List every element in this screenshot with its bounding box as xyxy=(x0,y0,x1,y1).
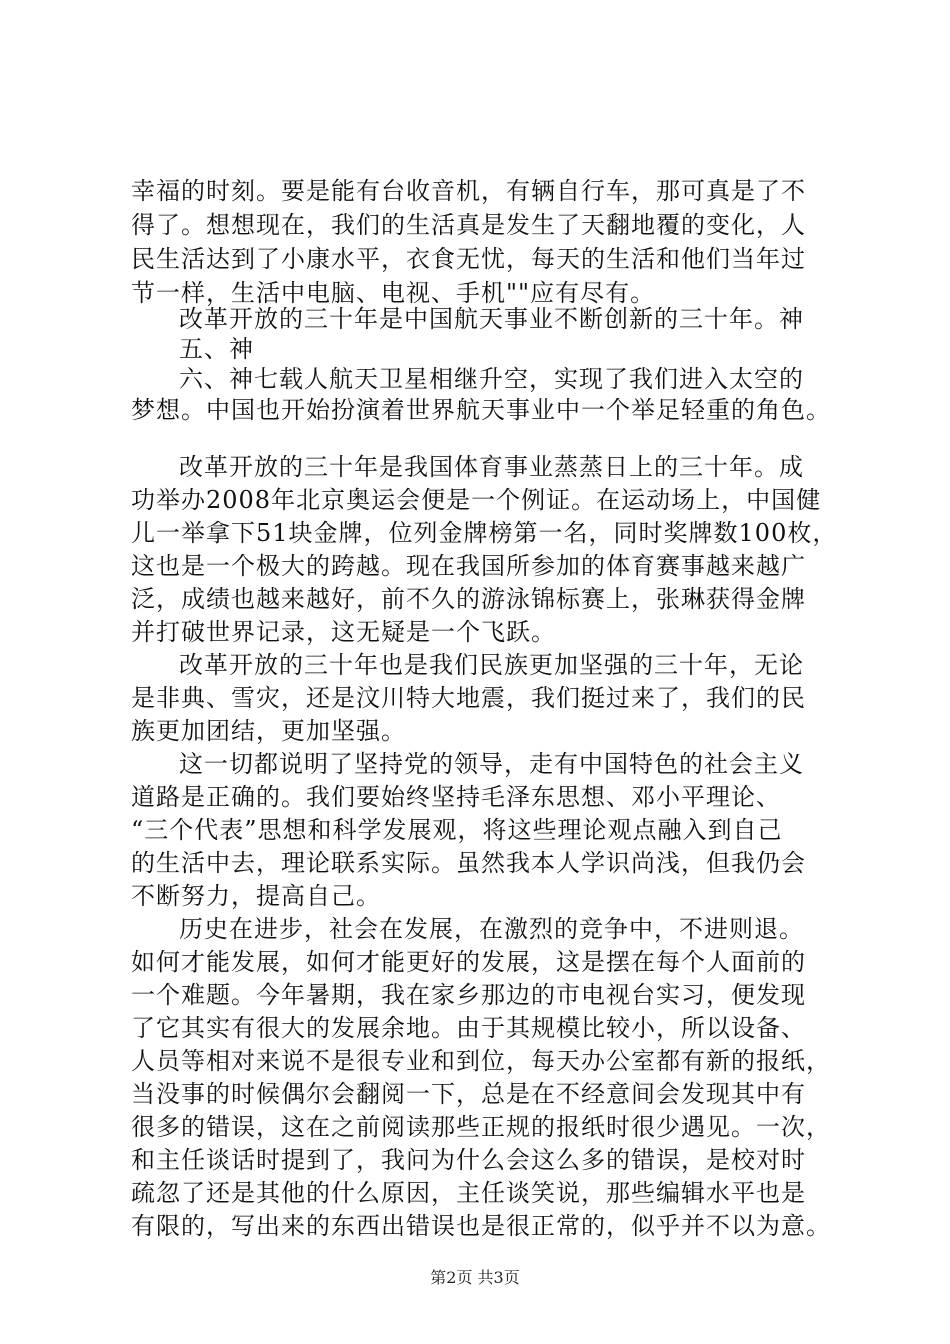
body-text-line: 很多的错误，这在之前阅读那些正规的报纸时很少遇见。一次， xyxy=(131,1113,831,1141)
body-text-line: 这一切都说明了坚持党的领导，走有中国特色的社会主义 xyxy=(179,750,804,778)
body-text-line: 的生活中去，理论联系实际。虽然我本人学识尚浅，但我仍会 xyxy=(131,849,806,877)
body-text-line: 泛，成绩也越来越好，前不久的游泳锦标赛上，张琳获得金牌 xyxy=(131,585,806,613)
body-text-line: 改革开放的三十年也是我们民族更加坚强的三十年，无论 xyxy=(179,651,804,679)
body-text-line: 和主任谈话时提到了，我问为什么会这么多的错误，是校对时 xyxy=(131,1146,806,1174)
body-text-line: 一个难题。今年暑期，我在家乡那边的市电视台实习，便发现 xyxy=(131,981,806,1009)
page-footer: 第2页 共3页 xyxy=(430,1268,520,1287)
body-text-line: 道路是正确的。我们要始终坚持毛泽东思想、邓小平理论、 xyxy=(131,783,781,811)
body-text-line: 幸福的时刻。要是能有台收音机，有辆自行车，那可真是了不 xyxy=(131,177,806,205)
body-text-line: 疏忽了还是其他的什么原因，主任谈笑说，那些编辑水平也是 xyxy=(131,1179,806,1207)
body-text-line: 如何才能发展，如何才能更好的发展，这是摆在每个人面前的 xyxy=(131,948,806,976)
body-text-line: 改革开放的三十年是我国体育事业蒸蒸日上的三十年。成 xyxy=(179,453,804,481)
body-text-line: 五、神 xyxy=(179,335,254,363)
body-text-line: 人员等相对来说不是很专业和到位，每天办公室都有新的报纸， xyxy=(131,1047,831,1075)
body-text-line: 得了。想想现在，我们的生活真是发生了天翻地覆的变化，人 xyxy=(131,211,806,239)
body-text-line: 梦想。中国也开始扮演着世界航天事业中一个举足轻重的角色。 xyxy=(131,396,831,424)
body-text-line: 是非典、雪灾，还是汶川特大地震，我们挺过来了，我们的民 xyxy=(131,684,806,712)
body-text-line: “三个代表”思想和科学发展观，将这些理论观点融入到自己 xyxy=(131,816,783,844)
body-text-line: 节一样，生活中电脑、电视、手机""应有尽有。 xyxy=(131,279,656,307)
body-text-line: 功举办2008年北京奥运会便是一个例证。在运动场上，中国健 xyxy=(131,486,822,514)
body-text-line: 六、神七载人航天卫星相继升空，实现了我们进入太空的 xyxy=(179,365,804,393)
body-text-line: 改革开放的三十年是中国航天事业不断创新的三十年。神 xyxy=(179,305,804,333)
body-text-line: 历史在进步，社会在发展，在激烈的竞争中，不进则退。 xyxy=(179,915,804,943)
body-text-line: 儿一举拿下51块金牌，位列金牌榜第一名，同时奖牌数100枚， xyxy=(131,519,838,547)
body-text-line: 了它其实有很大的发展余地。由于其规模比较小，所以设备、 xyxy=(131,1014,806,1042)
body-text-line: 当没事的时候偶尔会翻阅一下，总是在不经意间会发现其中有 xyxy=(131,1080,806,1108)
body-text-line: 族更加团结，更加坚强。 xyxy=(131,717,406,745)
body-text-line: 不断努力，提高自己。 xyxy=(131,882,381,910)
body-text-line: 有限的，写出来的东西出错误也是很正常的，似乎并不以为意。 xyxy=(131,1212,831,1240)
body-text-line: 这也是一个极大的跨越。现在我国所参加的体育赛事越来越广 xyxy=(131,552,806,580)
body-text-line: 并打破世界记录，这无疑是一个飞跃。 xyxy=(131,618,556,646)
body-text-line: 民生活达到了小康水平，衣食无忧，每天的生活和他们当年过 xyxy=(131,245,806,273)
